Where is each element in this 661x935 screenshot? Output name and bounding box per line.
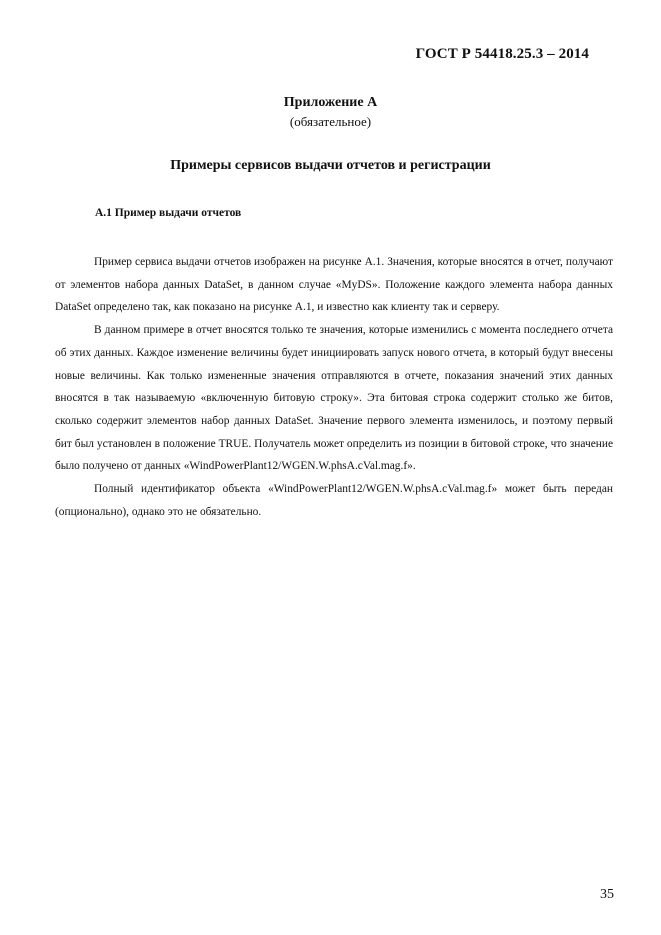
section-heading: А.1 Пример выдачи отчетов	[95, 207, 242, 219]
paragraph: Полный идентификатор объекта «WindPowerPlant12/WGEN.W.phsA.cVal.mag.f» может быть передан (опционально), однако это не обязательно.	[55, 483, 613, 518]
page-number: 35	[600, 887, 614, 902]
paragraph: Пример сервиса выдачи отчетов изображен на рисунке А.1. Значения, которые вносятся в отчет, получают от элементов набора данных DataSet, в данном случае «MyDS». Положение каждого элемента набора данных DataSet определено так, как показано на рисунке А.1, и известно как клиенту так и серверу.	[55, 256, 613, 314]
paragraph: В данном примере в отчет вносятся только те значения, которые изменились с момента последнего отчета об этих данных. Каждое изменение величины будет инициировать запуск нового отчета, в который будут внесены новые величины. Как только измененные значения отправляются в отчете, показания значений этих данных вносятся в так называемую «включенную битовую строку». Эта битовая строка содержит столько же битов, сколько содержит элементов набор данных DataSet. Значение первого элемента изменилось, и поэтому первый бит был установлен в положение TRUE. Получатель может определить из позиции в битовой строке, что значение было получено от данных «WindPowerPlant12/WGEN.W.phsA.cVal.mag.f».	[55, 324, 613, 473]
section-body	[55, 251, 613, 523]
annex-subtitle: (обязательное)	[289, 114, 372, 129]
annex-heading: Примеры сервисов выдачи отчетов и регистрации	[170, 158, 491, 173]
document-code: ГОСТ Р 54418.25.3 – 2014	[415, 46, 589, 62]
annex-title: Приложение А	[283, 95, 378, 110]
